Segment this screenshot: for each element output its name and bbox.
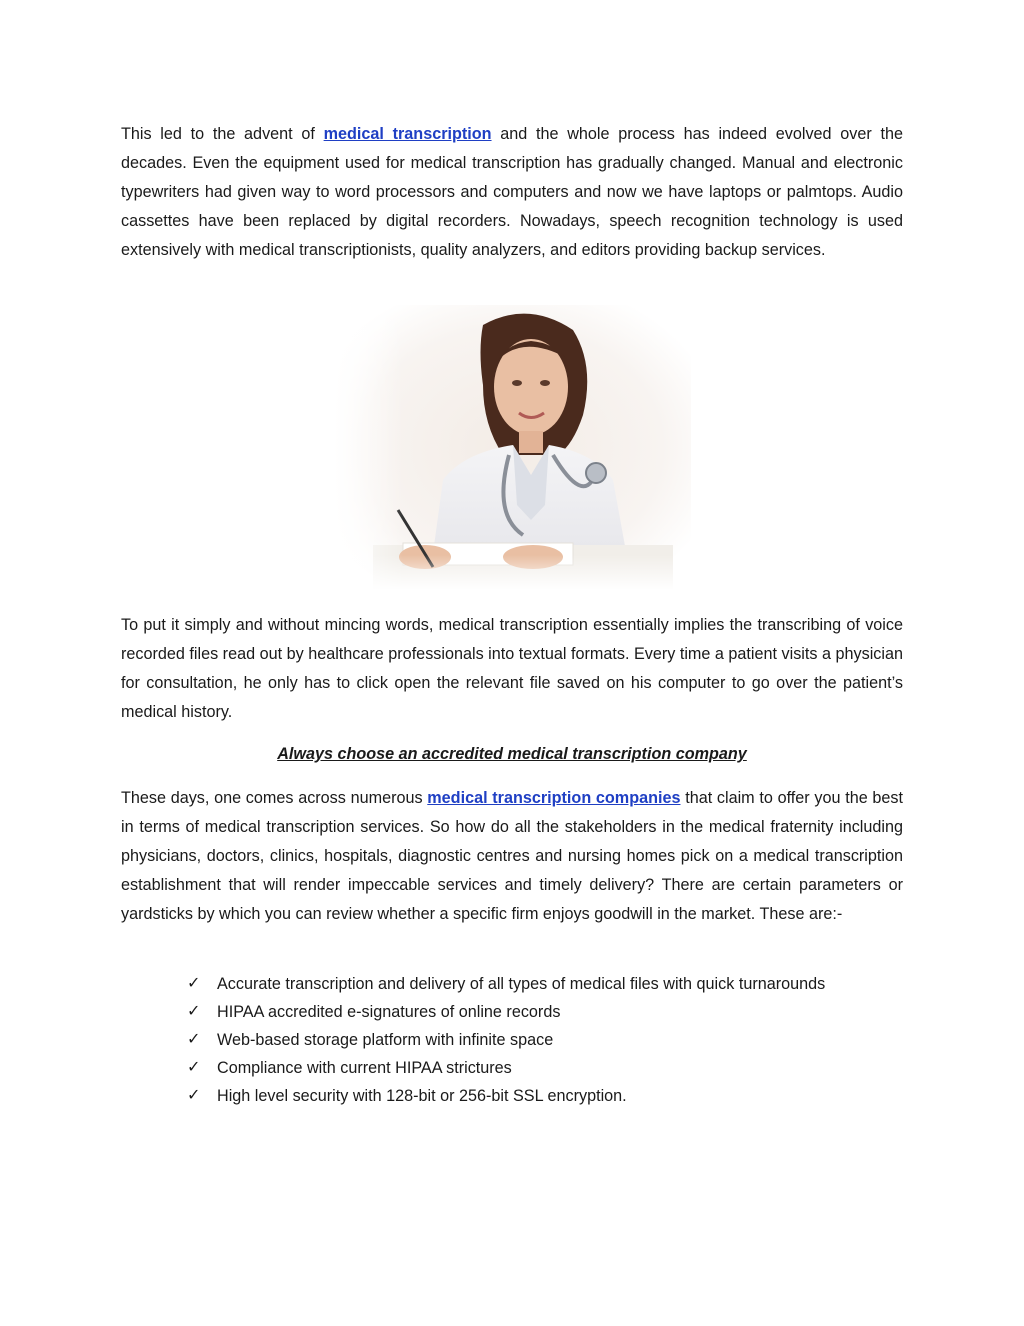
medical-transcription-companies-link[interactable]: medical transcription companies xyxy=(427,789,681,807)
medical-transcription-link[interactable]: medical transcription xyxy=(323,125,492,143)
list-item-text: Accurate transcription and delivery of all types of medical files with quick turnarounds xyxy=(217,975,826,993)
checklist xyxy=(187,970,903,1110)
paragraph-text: that claim to offer you the best in terms of medical transcription services. So how do all the stakeholders in the medical fraternity including physicians, doctors, clinics, hospitals, diagnostic centres and nursing homes pick on a medical transcription establishment that will render impeccable services and timely delivery? There are certain parameters or yardsticks by which you can review whether a specific firm enjoys goodwill in the market. These are:- xyxy=(121,789,904,923)
checkmark-icon: ✓ xyxy=(187,1059,201,1076)
list-item-text: Compliance with current HIPAA strictures xyxy=(217,1059,512,1077)
list-item-text: High level security with 128-bit or 256-bit SSL encryption. xyxy=(217,1087,627,1105)
list-item xyxy=(187,1082,903,1110)
checkmark-icon: ✓ xyxy=(187,1087,201,1104)
paragraph-text: and the whole process has indeed evolved over the decades. Even the equipment used for medical transcription has gradually changed. Manual and electronic typewriters had given way to word processors and computers and now we have laptops or palmtops. Audio cassettes have been replaced by digital recorders. Nowadays, speech recognition technology is used extensively with medical transcriptionists, quality analyzers, and editors providing backup services. xyxy=(121,125,903,259)
checkmark-icon: ✓ xyxy=(187,975,201,992)
list-item xyxy=(187,1054,903,1082)
list-item xyxy=(187,970,903,998)
list-item xyxy=(187,1026,903,1054)
list-item xyxy=(187,998,903,1026)
doctor-writing-photo xyxy=(333,305,691,590)
checkmark-icon: ✓ xyxy=(187,1031,201,1048)
paragraph-text: This led to the advent of xyxy=(121,125,324,143)
checkmark-icon: ✓ xyxy=(187,1003,201,1020)
paragraph-companies xyxy=(121,784,903,929)
paragraph-advent xyxy=(121,120,903,265)
section-heading: Always choose an accredited medical transcription company xyxy=(277,745,747,763)
list-item-text: HIPAA accredited e-signatures of online records xyxy=(217,1003,561,1021)
paragraph-text: These days, one comes across numerous xyxy=(121,789,428,807)
paragraph-definition: To put it simply and without mincing words, medical transcription essentially implies the transcribing of voice recorded files read out by healthcare professionals into textual formats. Every time a patient visits a physician for consultation, he only has to click open the relevant file saved on his computer to go over the patient’s medical history. xyxy=(121,616,903,721)
list-item-text: Web-based storage platform with infinite space xyxy=(217,1031,554,1049)
